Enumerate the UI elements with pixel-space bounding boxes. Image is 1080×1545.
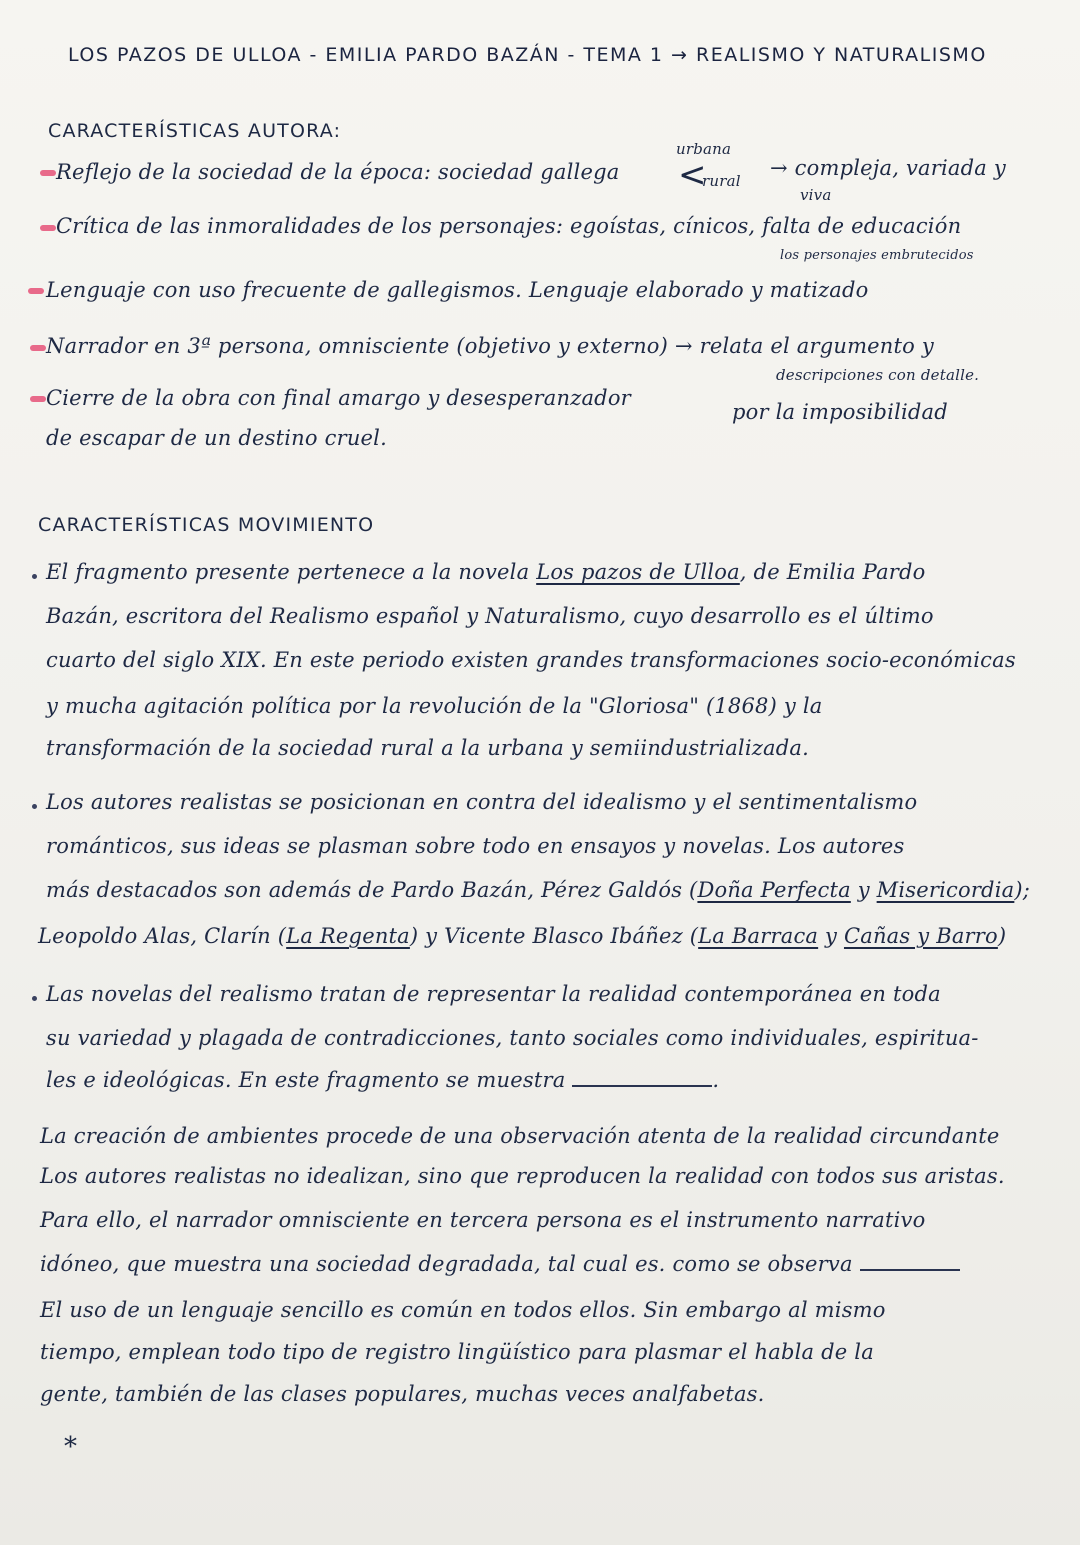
- author-bullet-2-note: los personajes embrutecidos: [780, 248, 974, 263]
- movement-p1-line2: Bazán, escritora del Realismo español y Naturalismo, cuyo desarrollo es el último: [46, 604, 934, 628]
- bullet-dot-icon: [32, 804, 37, 809]
- text-run: ) y Vicente Blasco Ibáñez (: [409, 924, 699, 948]
- movement-p1-line3: cuarto del siglo XIX. En este periodo existen grandes transformaciones socio-económicas: [46, 648, 1016, 672]
- text-run: El fragmento presente pertenece a la novela: [46, 560, 530, 584]
- movement-p4-line4: [40, 1252, 960, 1276]
- movement-p3-line3: les e ideológicas. En este fragmento se muestra .: [46, 1068, 720, 1092]
- text-run: idóneo, que muestra una sociedad degradada, tal cual es. como se observa: [40, 1252, 853, 1276]
- author-bullet-1-right: → compleja, variada y: [770, 156, 1006, 180]
- less-than-brace-icon: <: [678, 155, 707, 195]
- movement-p3-line1: Las novelas del realismo tratan de representar la realidad contemporánea en toda: [46, 982, 941, 1006]
- fill-in-blank: [860, 1269, 960, 1271]
- author-bullet-5: Cierre de la obra con final amargo y desesperanzador: [46, 386, 631, 410]
- movement-p4-line6: tiempo, emplean todo tipo de registro lingüístico para plasmar el habla de la: [40, 1340, 874, 1364]
- author-bullet-5-right: por la imposibilidad: [732, 400, 948, 424]
- movement-p3-line2: su variedad y plagada de contradicciones, tanto sociales como individuales, espiritua-: [46, 1026, 979, 1050]
- author-bullet-1-rural: rural: [702, 172, 741, 190]
- asterisk-mark: *: [64, 1432, 78, 1462]
- work-title-dona-perfecta: Doña Perfecta: [697, 878, 851, 902]
- movement-p2-line2: románticos, sus ideas se plasman sobre todo en ensayos y novelas. Los autores: [46, 834, 905, 858]
- bullet-dot-icon: [32, 996, 37, 1001]
- movement-p2-line4: [38, 924, 1006, 948]
- fill-in-blank: [572, 1085, 712, 1087]
- text-run: );: [1014, 878, 1031, 902]
- pink-bullet-icon: [30, 396, 46, 402]
- work-title-misericordia: Misericordia: [876, 878, 1015, 902]
- movement-p2-line3: [46, 878, 1030, 902]
- author-bullet-1-viva: viva: [800, 186, 832, 204]
- work-title-la-barraca: La Barraca: [698, 924, 819, 948]
- movement-p4-line5: El uso de un lenguaje sencillo es común en todos ellos. Sin embargo al mismo: [40, 1298, 886, 1322]
- movement-section-heading: CARACTERÍSTICAS MOVIMIENTO: [38, 514, 375, 536]
- movement-p4-line2: Los autores realistas no idealizan, sino que reproducen la realidad con todos sus aristas.: [40, 1164, 1005, 1188]
- page-title: LOS PAZOS DE ULLOA - EMILIA PARDO BAZÁN - TEMA 1 → REALISMO Y NATURALISMO: [68, 44, 987, 66]
- work-title-canas-y-barro: Cañas y Barro: [843, 924, 998, 948]
- pink-bullet-icon: [30, 345, 46, 351]
- pink-bullet-icon: [40, 225, 56, 231]
- author-bullet-1-urbana: urbana: [676, 140, 732, 158]
- work-title-los-pazos: Los pazos de Ulloa: [536, 560, 740, 584]
- movement-p1-line1: [46, 560, 926, 584]
- author-bullet-3: Lenguaje con uso frecuente de gallegismos. Lenguaje elaborado y matizado: [46, 278, 869, 302]
- author-section-heading: CARACTERÍSTICAS AUTORA:: [48, 120, 342, 142]
- text-run: , de Emilia Pardo: [739, 560, 926, 584]
- author-bullet-5-cont: de escapar de un destino cruel.: [46, 426, 387, 450]
- pink-bullet-icon: [40, 170, 56, 176]
- author-bullet-2: Crítica de las inmoralidades de los personajes: egoístas, cínicos, falta de educación: [56, 214, 962, 238]
- text-run: más destacados son además de Pardo Bazán, Pérez Galdós (: [46, 878, 698, 902]
- movement-p4-line7: gente, también de las clases populares, muchas veces analfabetas.: [40, 1382, 765, 1406]
- text-run: Leopoldo Alas, Clarín (: [38, 924, 287, 948]
- author-bullet-4: Narrador en 3ª persona, omnisciente (objetivo y externo) → relata el argumento y: [46, 334, 934, 358]
- text-run: y: [818, 924, 844, 948]
- work-title-la-regenta: La Regenta: [286, 924, 410, 948]
- pink-bullet-icon: [28, 288, 44, 294]
- text-run: ): [997, 924, 1007, 948]
- movement-p4-line1: La creación de ambientes procede de una observación atenta de la realidad circundante: [40, 1124, 1000, 1148]
- movement-p1-line4: y mucha agitación política por la revolución de la "Gloriosa" (1868) y la: [46, 694, 823, 718]
- text-run: y: [850, 878, 877, 902]
- text-run: les e ideológicas. En este fragmento se muestra: [46, 1068, 566, 1092]
- movement-p4-line3: Para ello, el narrador omnisciente en tercera persona es el instrumento narrativo: [40, 1208, 926, 1232]
- bullet-dot-icon: [32, 574, 37, 579]
- movement-p2-line1: Los autores realistas se posicionan en contra del idealismo y el sentimentalismo: [46, 790, 918, 814]
- author-bullet-4-note: descripciones con detalle.: [776, 366, 980, 384]
- author-bullet-1: Reflejo de la sociedad de la época: sociedad gallega: [56, 160, 620, 184]
- movement-p1-line5: transformación de la sociedad rural a la urbana y semiindustrializada.: [46, 736, 809, 760]
